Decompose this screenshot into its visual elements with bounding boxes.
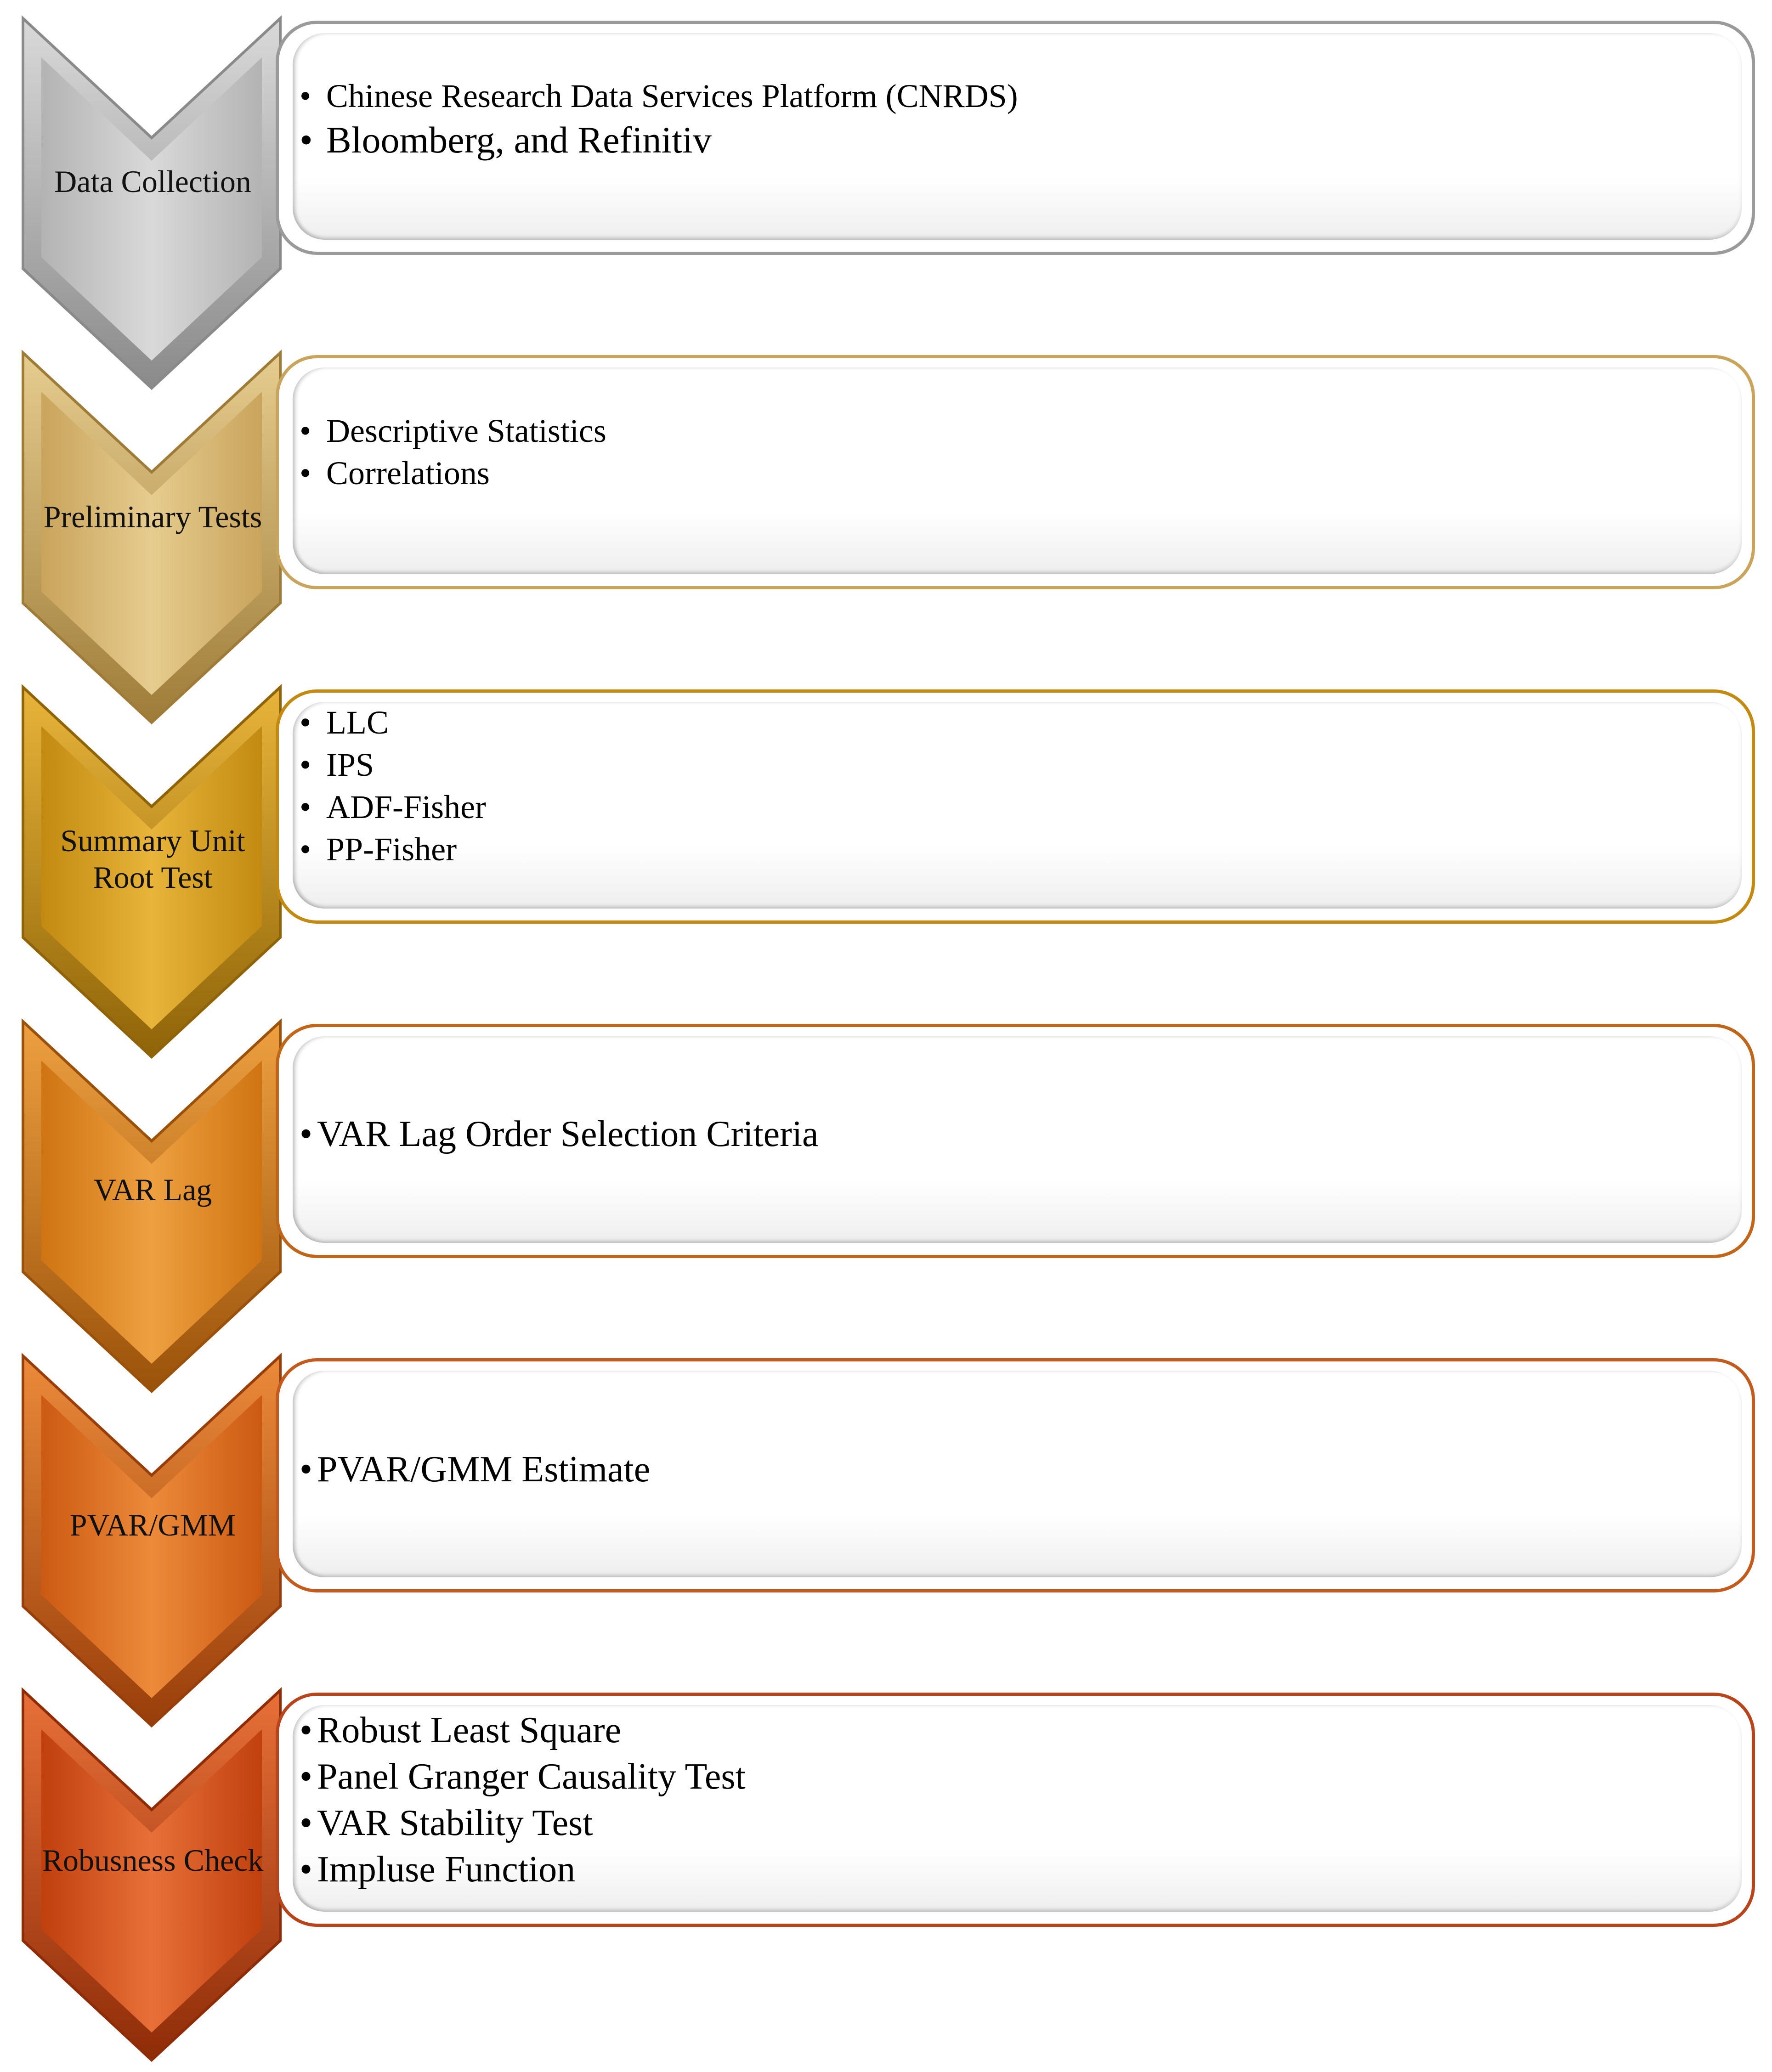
- step-detail-box: [276, 21, 1755, 255]
- process-step: [0, 11, 1772, 269]
- process-step: [0, 346, 1772, 603]
- step-label: Root Test: [93, 860, 213, 895]
- step-detail-box: [276, 1358, 1755, 1592]
- bullet-item: • Impluse Function: [300, 1846, 746, 1893]
- step-detail-box: [276, 1024, 1755, 1258]
- step-label: VAR Lag: [93, 1172, 212, 1207]
- bullet-item: • IPS: [300, 744, 486, 786]
- process-step: [0, 1015, 1772, 1272]
- step-label: Preliminary Tests: [43, 499, 262, 534]
- chevron-arrow: [0, 11, 294, 388]
- bullet-item: • Chinese Research Data Services Platform (CNRDS): [300, 74, 1018, 118]
- step-label: Robusness Check: [42, 1843, 264, 1878]
- bullet-list: [300, 410, 606, 494]
- step-label: PVAR/GMM: [69, 1507, 236, 1542]
- bullet-item: • Descriptive Statistics: [300, 410, 606, 452]
- bullet-item: • PP-Fisher: [300, 828, 486, 870]
- bullet-list: [300, 701, 486, 870]
- bullet-item: • VAR Lag Order Selection Criteria: [300, 1112, 819, 1156]
- step-detail-panel: [293, 702, 1742, 909]
- bullet-item: • VAR Stability Test: [300, 1800, 746, 1846]
- step-detail-box: [276, 355, 1755, 589]
- step-detail-box: [276, 689, 1755, 924]
- step-label: Data Collection: [54, 164, 251, 199]
- bullet-list: [300, 74, 1018, 162]
- bullet-item: • Panel Granger Causality Test: [300, 1754, 746, 1800]
- process-step: [0, 1349, 1772, 1606]
- process-step: [0, 680, 1772, 937]
- bullet-list: [300, 1707, 746, 1893]
- bullet-item: • PVAR/GMM Estimate: [300, 1448, 650, 1491]
- bullet-item: • Correlations: [300, 452, 606, 494]
- process-step: [0, 1683, 1772, 1941]
- bullet-item: • ADF-Fisher: [300, 786, 486, 828]
- step-detail-box: [276, 1693, 1755, 1927]
- bullet-item: • LLC: [300, 701, 486, 744]
- bullet-list: [300, 1448, 650, 1491]
- step-label: Summary Unit: [60, 823, 245, 858]
- bullet-item: • Bloomberg, and Refinitiv: [300, 118, 1018, 162]
- bullet-item: • Robust Least Square: [300, 1707, 746, 1754]
- bullet-list: [300, 1112, 819, 1156]
